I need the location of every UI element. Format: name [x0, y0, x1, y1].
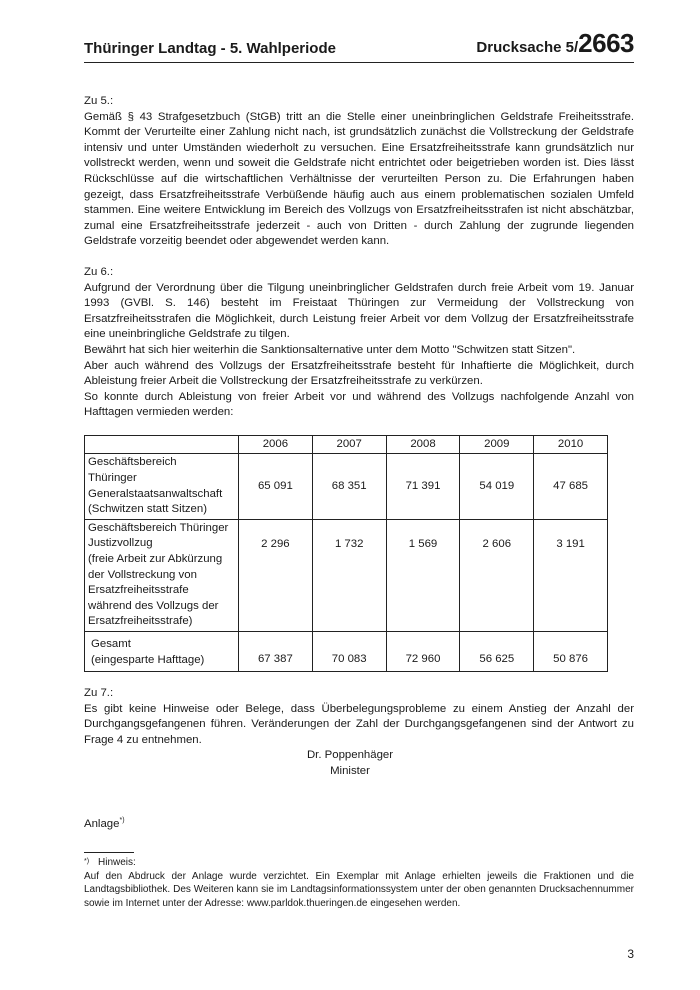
table-cell: 50 876: [534, 632, 608, 672]
table-cell: 3 191: [534, 519, 608, 631]
signatory-role: Minister: [330, 764, 370, 777]
document-prefix: Drucksache 5/: [476, 39, 579, 56]
signature-block: [0, 748, 700, 779]
row-label-line: (Schwitzen statt Sitzen): [88, 503, 208, 516]
table-row: [85, 519, 608, 631]
table-cell: 72 960: [386, 632, 460, 672]
footnote-mark: *): [84, 858, 90, 865]
table-cell: 2 606: [460, 519, 534, 631]
section-heading: Zu 6.:: [84, 265, 114, 278]
footnote: [84, 856, 634, 910]
row-label-line: Justizvollzug: [88, 537, 153, 550]
table-header-cell: 2007: [312, 435, 386, 454]
document-body: [84, 94, 634, 764]
row-label-line: Ersatzfreiheitsstrafe: [88, 584, 189, 597]
row-label-line: Geschäftsbereich Thüringer: [88, 521, 229, 534]
attachment-note: [84, 817, 125, 830]
section-paragraph: Es gibt keine Hinweise oder Belege, dass Überbelegungsprobleme zu einem Anstieg der Anzahl der Durchgangsgefangenen führen. Veränderungen der Zahl der Durchgangsgefangenen sind der Antwort zu Frage 4 zu entnehmen.: [84, 702, 634, 746]
footnote-title: Hinweis:: [98, 857, 136, 868]
section-heading: Zu 5.:: [84, 95, 114, 107]
page-header: [84, 28, 634, 63]
row-label-line: Gesamt: [91, 638, 131, 650]
section-paragraph: Gemäß § 43 Strafgesetzbuch (StGB) tritt an die Stelle einer uneinbringlichen Geldstrafe Freiheitsstrafe. Kommt der Verurteilte einer Zahlung nicht nach, ist grundsätzlich zunächst die Vollstreckung der Geldstrafe intensiv und unter Umständen wiederholt zu versuchen. Eine Ersatzfreiheitsstrafe kann grundsätzlich nur vollstreckt werden, wenn und soweit die Geldstrafe nicht entrichtet oder beigetrieben worden ist. Dies lässt Rückschlüsse auf die wirtschaftlichen Verhältnisse der verurteilten Person zu. Die Erfahrungen haben gezeigt, dass Ersatzfreiheitsstrafe Verbüßende häufig auch aus einem problematischen sozialen Umfeld stammen. Eine weitere Entwicklung im Bereich des Vollzugs von Ersatzfreiheitsstrafen ist nicht abschätzbar, zumal eine Ersatzfreiheitsstrafe jederzeit - auch von Dritten - durch Zahlung der zugrunde liegenden Geldstrafe vorzeitig beendet oder abgewendet werden kann.: [84, 110, 634, 248]
row-label-line: der Vollstreckung von: [88, 568, 197, 581]
section-zu6: [84, 265, 634, 421]
row-label-line: Thüringer: [88, 472, 137, 485]
row-label-line: Ersatzfreiheitsstrafe): [88, 615, 193, 628]
document-number: [476, 28, 634, 59]
table-header-cell: 2009: [460, 435, 534, 454]
table-cell: 54 019: [460, 454, 534, 519]
table-cell: 1 569: [386, 519, 460, 631]
table-cell: 68 351: [312, 454, 386, 519]
row-label: [85, 632, 239, 672]
row-label-line: während des Vollzugs der: [88, 599, 219, 612]
section-zu5: [84, 94, 634, 250]
table-cell: 67 387: [239, 632, 313, 672]
row-label-line: (eingesparte Hafttage): [91, 653, 205, 666]
table-cell: 1 732: [312, 519, 386, 631]
attachment-label: Anlage: [84, 817, 120, 830]
section-heading: Zu 7.:: [84, 687, 114, 700]
table-header-row: [85, 435, 608, 454]
table-header-cell: 2010: [534, 435, 608, 454]
row-label-line: Generalstaatsanwaltschaft: [88, 487, 223, 500]
section-paragraph: Bewährt hat sich hier weiterhin die Sanktionsalternative unter dem Motto "Schwitzen statt Sitzen".: [84, 343, 576, 356]
table-row: [85, 454, 608, 519]
table-cell: 2 296: [239, 519, 313, 631]
footnote-divider: [84, 852, 134, 853]
table-cell: 47 685: [534, 454, 608, 519]
row-label: [85, 454, 239, 519]
table-cell: 65 091: [239, 454, 313, 519]
section-zu7: [84, 686, 634, 748]
document-number-value: 2663: [578, 28, 634, 58]
table-header-cell: 2008: [386, 435, 460, 454]
row-label-line: (freie Arbeit zur Abkürzung: [88, 553, 223, 566]
signatory-name: Dr. Poppenhäger: [306, 749, 394, 761]
hafttage-table: [84, 435, 608, 672]
table-header-cell: 2006: [239, 435, 313, 454]
table-cell: 71 391: [386, 454, 460, 519]
section-paragraph: Aber auch während des Vollzugs der Ersatzfreiheitsstrafe besteht für Inhaftierte die Möglichkeit, durch Ableistung freier Arbeit die Vollstreckung der Ersatzfreiheitsstrafe zu verkürzen.: [84, 359, 634, 388]
header-title: Thüringer Landtag - 5. Wahlperiode: [84, 40, 336, 57]
table-total-row: [85, 632, 608, 672]
row-label-line: Geschäftsbereich: [88, 456, 177, 469]
section-paragraph: Aufgrund der Verordnung über die Tilgung uneinbringlicher Geldstrafen durch freie Arbeit vom 19. Januar 1993 (GVBl. S. 146) besteht im Freistaat Thüringen zur Vermeidung der Vollstreckung von Ersatzfreiheitsstrafen die Möglichkeit, durch Leistung freier Arbeit vor dem Vollzug der Ersatzfreiheitsstrafe eine uneinbringliche Geldstrafe zu tilgen.: [84, 281, 634, 341]
table-header-cell: [85, 435, 239, 454]
page-number: 3: [627, 947, 634, 961]
attachment-footnote-mark: *): [119, 817, 125, 824]
section-paragraph: So konnte durch Ableistung von freier Arbeit vor und während des Vollzugs nachfolgende Anzahl von Hafttagen vermieden werden:: [84, 390, 634, 419]
table-cell: 56 625: [460, 632, 534, 672]
footnote-text: Auf den Abdruck der Anlage wurde verzichtet. Ein Exemplar mit Anlage erhielten jeweils die Fraktionen und die Landtagsbibliothek. Des Weiteren kann sie im Landtagsinformationssystem unter der oben genannten Drucksachennummer sowie im Internet unter der Adresse: www.parldok.thueringen.de eingesehen werden.: [84, 870, 634, 909]
table-cell: 70 083: [312, 632, 386, 672]
row-label: [85, 519, 239, 631]
